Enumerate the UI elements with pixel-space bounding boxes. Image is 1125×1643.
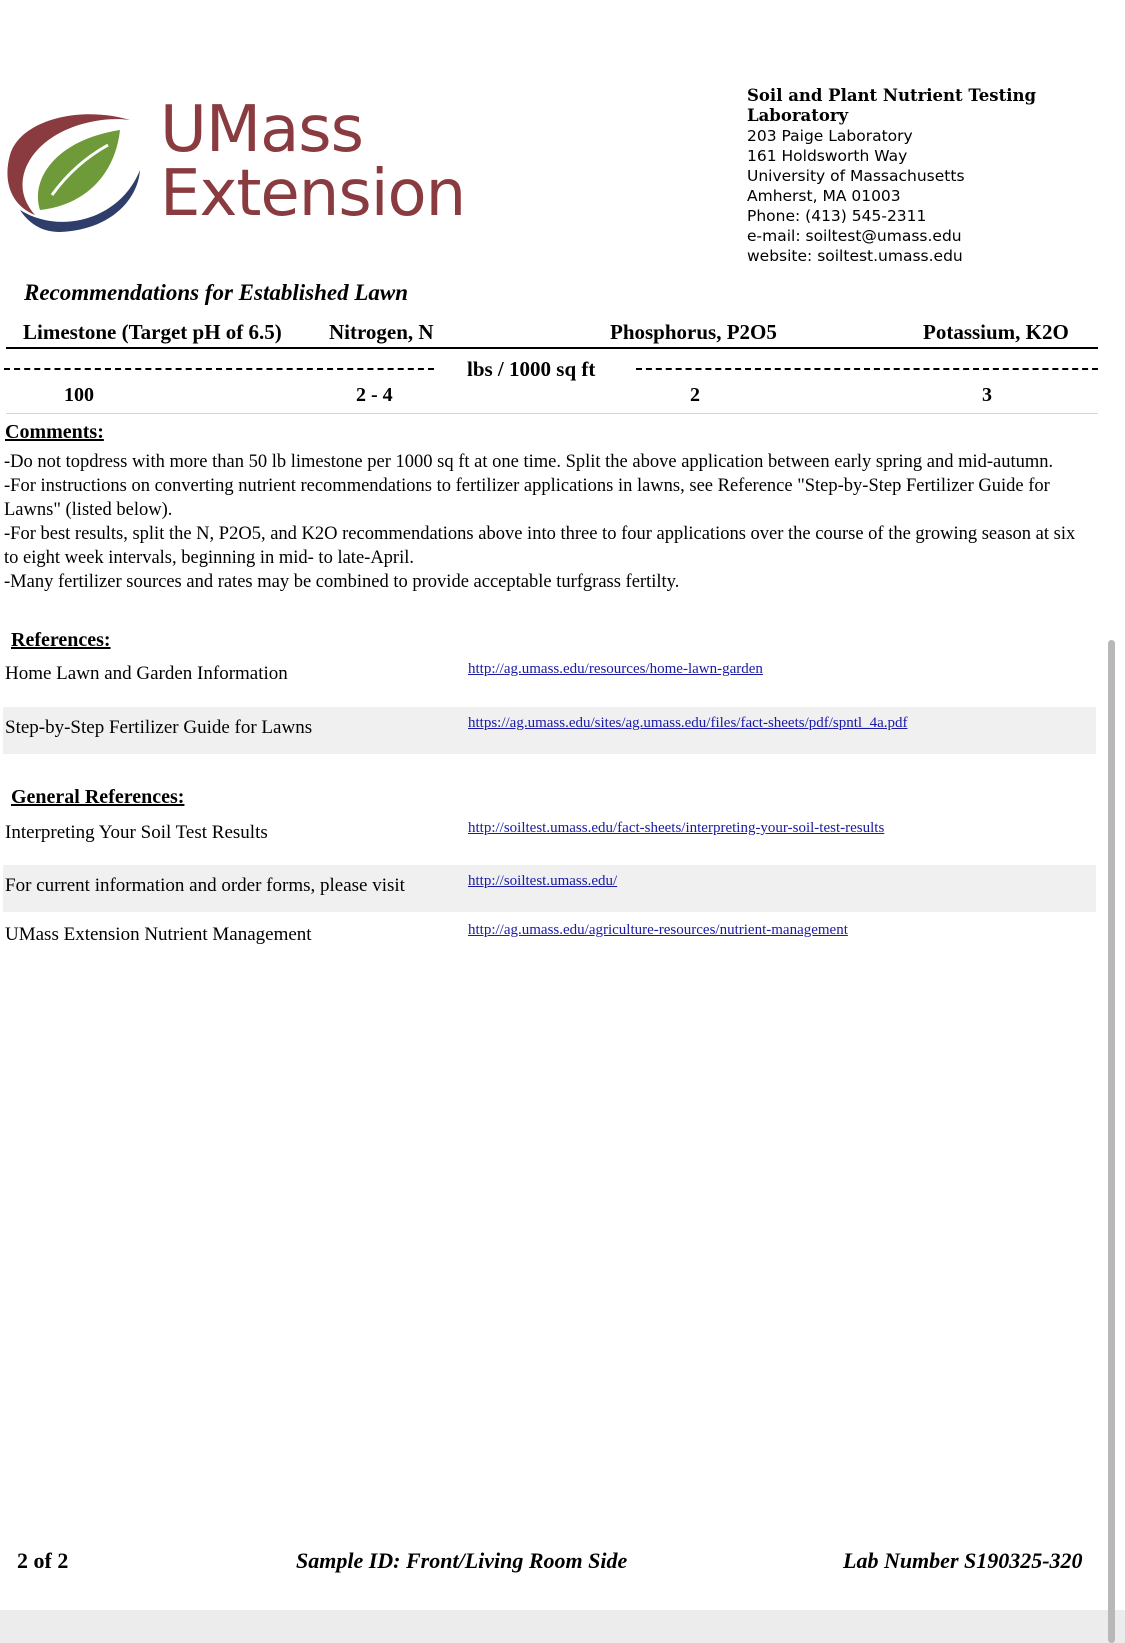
umass-extension-logo-icon	[0, 100, 150, 235]
general-reference-row	[3, 812, 1096, 859]
value-nitrogen: 2 - 4	[356, 384, 393, 406]
lab-email: e-mail: soiltest@umass.edu	[747, 227, 962, 245]
comments-heading: Comments:	[5, 421, 104, 443]
comment-line: -For best results, split the N, P2O5, and K2O recommendations above into three to four applications over the course of the growing season at six to eight week intervals, beginning in mid- to late-April.	[4, 524, 1076, 568]
logo-line-2: Extension	[160, 157, 466, 231]
header-nitrogen: Nitrogen, N	[329, 320, 434, 344]
header-potassium: Potassium, K2O	[923, 320, 1069, 344]
lab-address-block	[747, 86, 1125, 266]
reference-label: Step-by-Step Fertilizer Guide for Lawns	[5, 717, 313, 738]
value-potassium: 3	[982, 384, 992, 406]
general-reference-row	[3, 914, 1096, 961]
reference-link[interactable]: http://ag.umass.edu/agriculture-resources/nutrient-management	[468, 922, 848, 938]
lab-address-line: 203 Paige Laboratory	[747, 127, 913, 145]
references-heading: References:	[11, 629, 111, 651]
reference-link[interactable]: https://ag.umass.edu/sites/ag.umass.edu/files/fact-sheets/pdf/spntl_4a.pdf	[468, 715, 908, 731]
lab-website: website: soiltest.umass.edu	[747, 247, 963, 265]
reference-row	[3, 707, 1096, 754]
reference-label: For current information and order forms, please visit	[5, 875, 405, 896]
logo-wordmark	[160, 93, 466, 231]
general-references-heading: General References:	[11, 786, 185, 808]
reference-link[interactable]: http://soiltest.umass.edu/	[468, 873, 618, 889]
dashed-divider-right	[636, 368, 1098, 370]
comment-line: -For instructions on converting nutrient recommendations to fertilizer applications in lawns, see Reference "Step-by-Step Fertilizer Guide for Lawns" (listed below).	[4, 476, 1050, 520]
lab-name: Soil and Plant Nutrient Testing Laboratory	[747, 86, 1037, 125]
comment-line: -Do not topdress with more than 50 lb limestone per 1000 sq ft at one time. Split the above application between early spring and mid-autumn.	[4, 452, 1054, 472]
header-rule	[6, 347, 1098, 349]
general-reference-row	[3, 865, 1096, 912]
lab-number: Lab Number S190325-320	[843, 1548, 1083, 1573]
reference-link[interactable]: http://soiltest.umass.edu/fact-sheets/interpreting-your-soil-test-results	[468, 820, 885, 836]
sample-id: Sample ID: Front/Living Room Side	[296, 1548, 628, 1573]
header-limestone: Limestone (Target pH of 6.5)	[23, 320, 282, 344]
lab-phone: Phone: (413) 545-2311	[747, 207, 927, 225]
reference-label: Home Lawn and Garden Information	[5, 663, 288, 684]
vertical-scrollbar[interactable]	[1108, 640, 1115, 1643]
lab-address-line: University of Massachusetts	[747, 167, 965, 185]
dashed-divider-left	[4, 368, 434, 370]
reference-link[interactable]: http://ag.umass.edu/resources/home-lawn-garden	[468, 661, 763, 677]
lab-address-line: 161 Holdsworth Way	[747, 147, 908, 165]
value-limestone: 100	[64, 384, 94, 406]
page-number: 2 of 2	[17, 1548, 69, 1573]
reference-row	[3, 653, 1096, 700]
reference-label: Interpreting Your Soil Test Results	[5, 822, 268, 843]
values-rule	[6, 413, 1098, 414]
logo-line-1: UMass	[160, 93, 363, 167]
reference-label: UMass Extension Nutrient Management	[5, 924, 312, 945]
value-phosphorus: 2	[690, 384, 700, 406]
header-phosphorus: Phosphorus, P2O5	[610, 320, 777, 344]
recommendations-title: Recommendations for Established Lawn	[24, 280, 409, 305]
units-label: lbs / 1000 sq ft	[467, 357, 596, 381]
lab-address-line: Amherst, MA 01003	[747, 187, 901, 205]
comments-body	[4, 450, 1094, 594]
comment-line: -Many fertilizer sources and rates may be combined to provide acceptable turfgrass fertilty.	[4, 572, 680, 592]
